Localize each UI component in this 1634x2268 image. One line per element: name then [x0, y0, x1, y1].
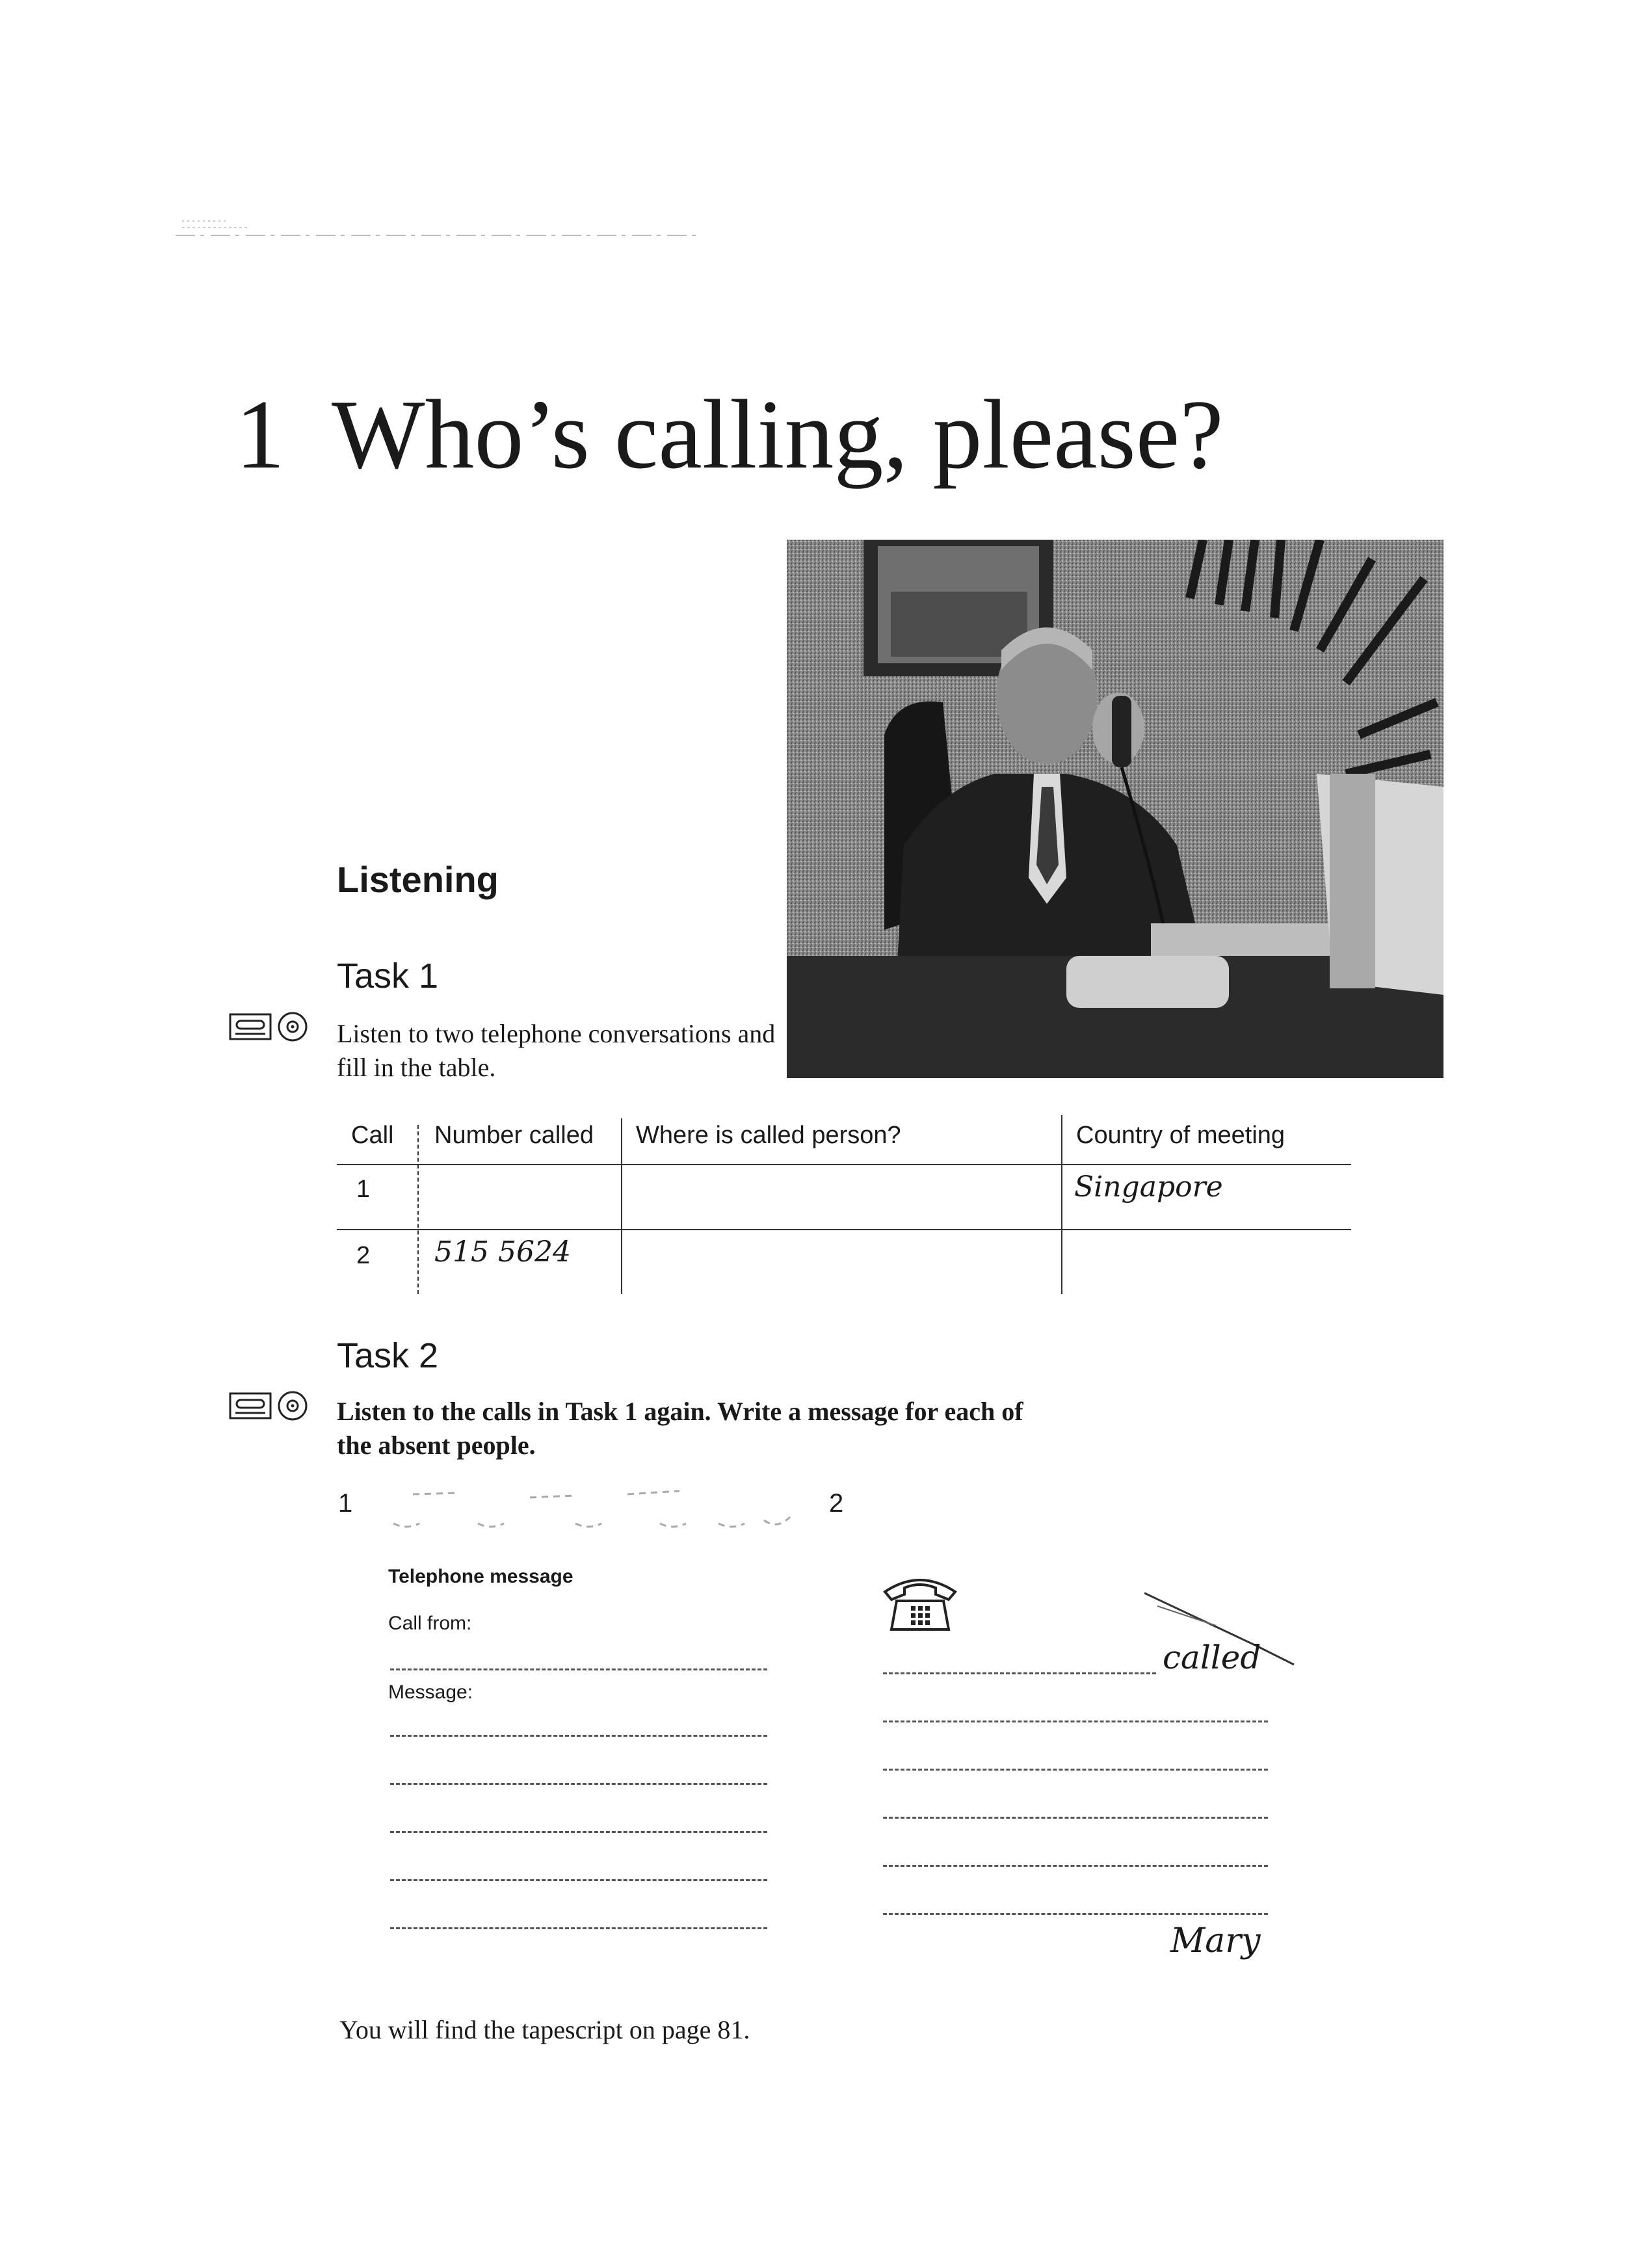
- task1-audio-icons: [229, 1011, 308, 1042]
- task2-heading: Task 2: [337, 1336, 439, 1375]
- message1-message-line[interactable]: [390, 1783, 767, 1785]
- message1-call-from-line[interactable]: [390, 1668, 767, 1670]
- table-header-country-of-meeting: Country of meeting: [1076, 1122, 1285, 1149]
- table-rule-top: [337, 1164, 1351, 1165]
- table-header-call: Call: [351, 1122, 394, 1149]
- cd-icon: [277, 1011, 308, 1042]
- message2-message-line[interactable]: [883, 1913, 1268, 1915]
- page-title: Who’s calling, please?: [332, 380, 1224, 489]
- message2-signature: Mary: [1170, 1921, 1261, 1960]
- chapter-number: 1: [235, 380, 285, 489]
- message1-message-line[interactable]: [390, 1879, 767, 1881]
- task2-instruction: Listen to the calls in Task 1 again. Write a message for each of the absent people.: [337, 1397, 1023, 1460]
- table-rule-middle: [337, 1229, 1351, 1230]
- cd-icon: [277, 1390, 308, 1421]
- table-cell-number-called-2: 515 5624: [434, 1235, 571, 1269]
- message1-call-from-label: Call from:: [388, 1613, 472, 1634]
- message2-number: 2: [829, 1489, 844, 1518]
- table-cell-country-of-meeting-1: Singapore: [1074, 1170, 1223, 1204]
- cassette-icon: [229, 1013, 272, 1040]
- table-cell-call-1: 1: [356, 1176, 371, 1203]
- table-column-divider-2: [621, 1118, 622, 1294]
- scan-artifact: [176, 215, 696, 241]
- task1-heading: Task 1: [337, 956, 439, 996]
- faded-decoration: [380, 1481, 803, 1540]
- message2-message-line[interactable]: [883, 1721, 1268, 1722]
- table-header-where-is-called-person: Where is called person?: [636, 1122, 901, 1149]
- message2-message-line[interactable]: [883, 1865, 1268, 1867]
- message2-message-line[interactable]: [883, 1769, 1268, 1771]
- task2-audio-icons: [229, 1390, 308, 1421]
- message1-number: 1: [338, 1489, 353, 1518]
- cassette-icon: [229, 1392, 272, 1419]
- message1-message-label: Message:: [388, 1681, 473, 1703]
- footer-note: You will find the tapescript on page 81.: [339, 2015, 750, 2044]
- message1-message-line[interactable]: [390, 1927, 767, 1929]
- table-cell-call-2: 2: [356, 1242, 371, 1269]
- telephone-icon: [881, 1572, 959, 1632]
- message1-message-line[interactable]: [390, 1831, 767, 1833]
- photo-man-on-telephone: [787, 540, 1443, 1078]
- task1-instruction: Listen to two telephone conversations and fill in the table.: [337, 1019, 776, 1082]
- message1-title: Telephone message: [388, 1566, 573, 1587]
- message2-caller-line[interactable]: [883, 1672, 1156, 1674]
- table-column-divider-3: [1061, 1115, 1062, 1294]
- message2-called-label: called: [1163, 1639, 1261, 1676]
- section-heading: Listening: [337, 859, 499, 900]
- table-header-number-called: Number called: [434, 1122, 594, 1149]
- message1-message-line[interactable]: [390, 1735, 767, 1737]
- table-column-divider-1: [417, 1125, 419, 1294]
- message2-message-line[interactable]: [883, 1817, 1268, 1819]
